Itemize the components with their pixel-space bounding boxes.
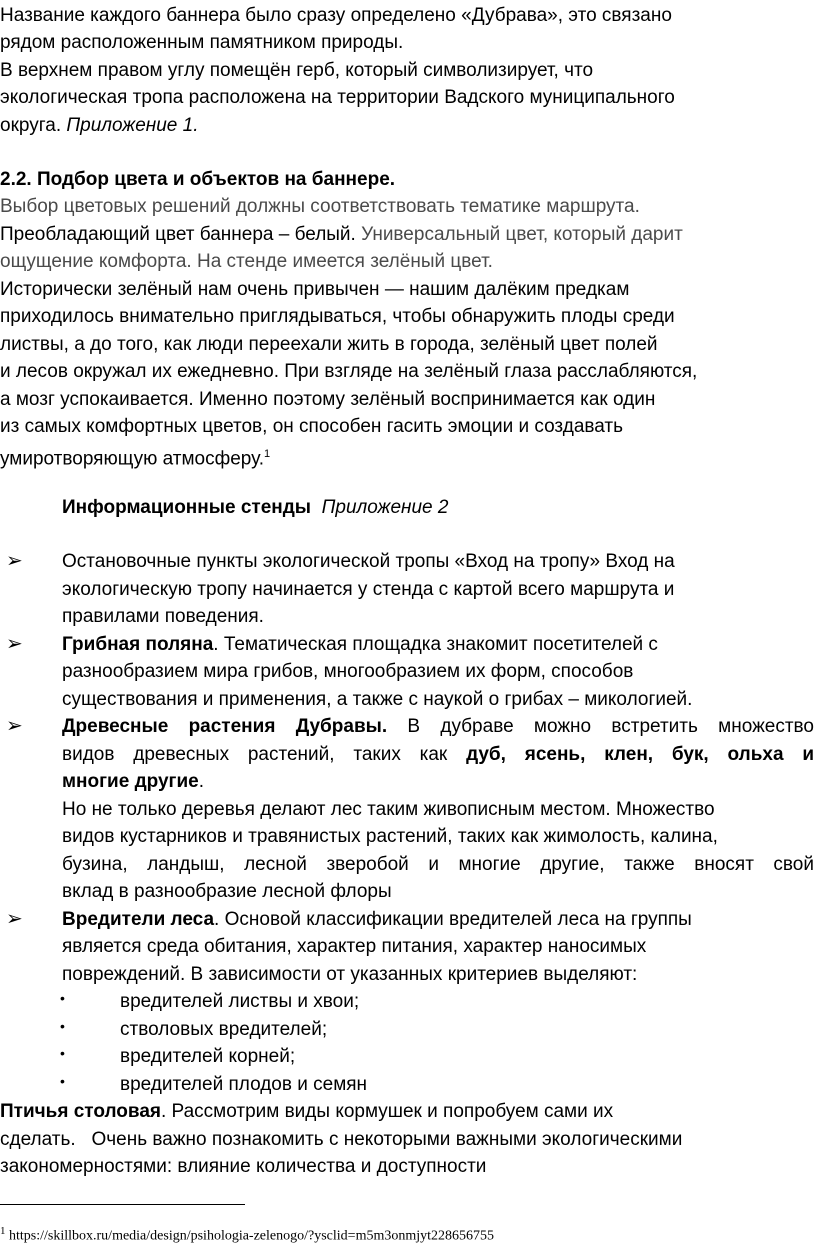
bullet-1-line-3: правилами поведения. [62, 606, 264, 627]
bullet-4-text: . Основой классификации вредителей леса на группы [214, 909, 692, 930]
section-line-10 [0, 441, 270, 473]
bullet-3-text: видов древесных растений, таких как [62, 744, 448, 765]
birds-line-1 [0, 1098, 613, 1126]
bullet-1-line-1: Остановочные пункты экологической тропы «Вход на тропу» Вход на [62, 551, 675, 572]
stands-heading [62, 494, 448, 522]
bullet-2-line-1 [62, 631, 658, 659]
bullet-3-line-2 [62, 741, 814, 769]
birds-line-2 [0, 1126, 682, 1154]
section-line-2 [0, 221, 683, 249]
section-text-gray: Универсальный цвет, который дарит [361, 224, 683, 245]
footnote-link[interactable]: https://skillbox.ru/media/design/psihologia-zelenogo/?ysclid=m5m3onmjyt228656755 [9, 1228, 495, 1244]
bullet-4-title: Вредители леса [62, 909, 215, 930]
bullet-3-title: Древесные растения Дубравы. [62, 716, 388, 737]
arrow-bullet-icon: ➢ [6, 908, 23, 930]
section-line-5: приходилось внимательно приглядываться, чтобы обнаружить плоды среди [0, 306, 675, 327]
bullet-2-title: Грибная поляна [62, 634, 214, 655]
birds-text: Очень важно познакомить с некоторыми важными экологическими [91, 1129, 683, 1150]
intro-line-5 [0, 112, 199, 140]
bullet-2-line-3: существования и применения, а также с наукой о грибах – микологией. [62, 689, 693, 710]
footnote-separator [0, 1204, 245, 1205]
arrow-bullet-icon: ➢ [6, 633, 23, 655]
dot-bullet-icon: • [60, 1018, 65, 1034]
footnote [0, 1225, 494, 1245]
bullet-3-para-line-2: видов кустарников и травянистых растений, таких как жимолость, калина, [62, 826, 718, 847]
dot-bullet-icon: • [60, 1045, 65, 1061]
bullet-1-line-2: экологическую тропу начинается у стенда с картой всего маршрута и [62, 579, 675, 600]
bullet-3-line-1 [62, 713, 814, 741]
appendix-1-ref: Приложение 1. [66, 115, 199, 136]
tree-species: дуб, ясень, клен, бук, ольха и [466, 744, 815, 765]
intro-line-4: экологическая тропа расположена на территории Вадского муниципального [0, 87, 675, 108]
bullet-3-para-line-3: бузина, ландыш, лесной зверобой и многие другие, также вносят свой [62, 854, 814, 875]
bullet-4-line-2: является среда обитания, характер питания, характер наносимых [62, 936, 647, 957]
section-line-8: а мозг успокаивается. Именно поэтому зелёный воспринимается как один [0, 389, 656, 410]
intro-line-1: Название каждого баннера было сразу определено «Дубрава», это связано [0, 5, 672, 26]
section-line-3: ощущение комфорта. На стенде имеется зелёный цвет. [0, 251, 493, 272]
pest-item: вредителей плодов и семян [120, 1074, 368, 1095]
intro-text: округа. [0, 115, 62, 136]
bullet-3-text: . [198, 771, 205, 792]
dot-bullet-icon: • [60, 990, 65, 1006]
bullet-3-line-3 [62, 768, 204, 796]
dot-bullet-icon: • [60, 1073, 65, 1089]
bullet-3-para-line-4: вклад в разнообразие лесной флоры [62, 881, 392, 902]
appendix-2-ref: Приложение 2 [321, 497, 449, 518]
section-line-9: из самых комфортных цветов, он способен гасить эмоции и создавать [0, 416, 624, 437]
birds-text: . Рассмотрим виды кормушек и попробуем сами их [160, 1101, 614, 1122]
section-text: умиротворяющую атмосферу. [0, 448, 265, 470]
pest-item: вредителей корней; [120, 1046, 296, 1067]
footnote-ref: 1 [264, 448, 271, 460]
section-line-1: Выбор цветовых решений должны соответствовать тематике маршрута. [0, 196, 640, 217]
bullet-2-line-2: разнообразием мира грибов, многообразием их форм, способов [62, 661, 634, 682]
birds-title: Птичья столовая [0, 1101, 161, 1122]
arrow-bullet-icon: ➢ [6, 550, 23, 572]
bullet-3-para-line-1: Но не только деревья делают лес таким живописным местом. Множество [62, 799, 715, 820]
birds-line-3: закономерностями: влияние количества и доступности [0, 1156, 487, 1177]
section-heading: 2.2. Подбор цвета и объектов на баннере. [0, 169, 396, 190]
intro-line-2: рядом расположенным памятником природы. [0, 32, 404, 53]
stands-title: Информационные стенды [62, 497, 312, 518]
bullet-4-line-1 [62, 906, 692, 934]
section-line-4: Исторически зелёный нам очень привычен — нашим далёким предкам [0, 279, 630, 300]
pest-item: вредителей листвы и хвои; [120, 991, 360, 1012]
bullet-2-text: . Тематическая площадка знакомит посетителей с [213, 634, 658, 655]
pest-item: стволовых вредителей; [120, 1019, 328, 1040]
bullet-3-text: В дубраве можно встретить множество [407, 716, 814, 737]
section-line-7: и лесов окружал их ежедневно. При взгляде на зелёный глаза расслабляются, [0, 361, 698, 382]
tree-species-more: многие другие [62, 771, 199, 792]
arrow-bullet-icon: ➢ [6, 715, 23, 737]
intro-line-3: В верхнем правом углу помещён герб, который символизирует, что [0, 60, 594, 81]
footnote-number: 1 [0, 1225, 6, 1237]
section-text: Преобладающий цвет баннера – белый. [0, 224, 356, 245]
birds-text: сделать. [0, 1129, 76, 1150]
section-line-6: листвы, а до того, как люди переехали жить в города, зелёный цвет полей [0, 334, 658, 355]
bullet-4-line-3: повреждений. В зависимости от указанных критериев выделяют: [62, 964, 638, 985]
